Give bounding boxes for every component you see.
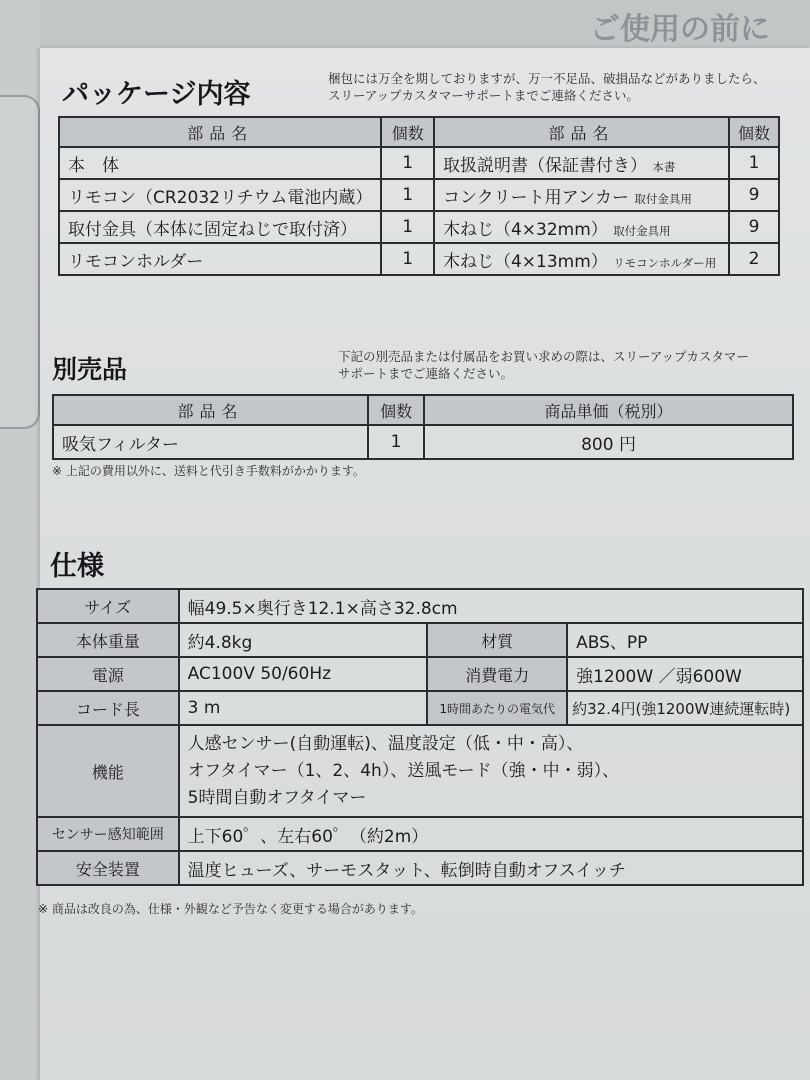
part-name: 木ねじ（4×32mm） bbox=[442, 219, 608, 240]
electricity-cost-value: 約32.4円(強1200W連続運転時) bbox=[567, 691, 803, 725]
package-header-part-right: 部品名 bbox=[434, 117, 729, 147]
package-note-line2: スリーアップカスタマーサポートまでご連絡ください。 bbox=[328, 88, 639, 103]
package-part: リモコンホルダー bbox=[59, 243, 381, 275]
power-value: AC100V 50/60Hz bbox=[179, 657, 428, 691]
function-label: 機能 bbox=[37, 725, 179, 817]
function-line: オフタイマー（1、2、4h）、送風モード（強・中・弱）、 bbox=[187, 760, 620, 781]
sold-separately-note bbox=[338, 348, 749, 382]
package-row-3 bbox=[59, 211, 779, 243]
package-part bbox=[434, 243, 729, 275]
sold-price: 800 円 bbox=[424, 425, 793, 459]
package-count: 1 bbox=[381, 243, 434, 275]
material-label: 材質 bbox=[427, 623, 567, 657]
previous-page-strip bbox=[40, 0, 810, 48]
package-part: 本 体 bbox=[59, 147, 381, 179]
spec-row-size bbox=[37, 589, 803, 623]
consumption-value: 強1200W ／弱600W bbox=[567, 657, 803, 691]
package-header-part-left: 部品名 bbox=[59, 117, 381, 147]
sold-header-row bbox=[53, 395, 793, 425]
underlying-page-edge bbox=[0, 95, 40, 429]
function-line: 5時間自動オフタイマー bbox=[187, 787, 367, 808]
package-count: 1 bbox=[729, 147, 779, 179]
part-usage: 取付金具用 bbox=[634, 191, 692, 206]
material-value: ABS、PP bbox=[567, 623, 803, 657]
sold-row-1 bbox=[53, 425, 793, 459]
sold-separately-title: 別売品 bbox=[52, 355, 128, 384]
spec-row-power bbox=[37, 657, 803, 691]
part-name: 取扱説明書（保証書付き） bbox=[442, 155, 647, 176]
function-value bbox=[179, 725, 803, 817]
weight-label: 本体重量 bbox=[37, 623, 179, 657]
package-part: 取付金具（本体に固定ねじで取付済） bbox=[59, 211, 381, 243]
sold-note-line1: 下記の別売品または付属品をお買い求めの際は、スリーアップカスタマー bbox=[338, 349, 749, 364]
spec-row-weight bbox=[37, 623, 803, 657]
size-label: サイズ bbox=[37, 589, 179, 623]
package-count: 1 bbox=[381, 211, 434, 243]
sold-part: 吸気フィルター bbox=[53, 425, 368, 459]
package-header-count-left: 個数 bbox=[381, 117, 434, 147]
safety-value: 温度ヒューズ、サーモスタット、転倒時自動オフスイッチ bbox=[179, 851, 803, 885]
package-part bbox=[434, 147, 729, 179]
package-header-count-right: 個数 bbox=[729, 117, 779, 147]
sold-separately-footnote: ※ 上記の費用以外に、送料と代引き手数料がかかります。 bbox=[52, 464, 365, 478]
package-header-row bbox=[59, 117, 779, 147]
spec-row-function bbox=[37, 725, 803, 817]
cord-label: コード長 bbox=[37, 691, 179, 725]
size-value: 幅49.5×奥行き12.1×高さ32.8cm bbox=[179, 589, 803, 623]
spec-table bbox=[36, 588, 804, 886]
spec-row-sensor bbox=[37, 817, 803, 851]
part-usage: リモコンホルダー用 bbox=[613, 255, 717, 270]
part-name: コンクリート用アンカー bbox=[442, 187, 629, 208]
weight-value: 約4.8kg bbox=[179, 623, 428, 657]
safety-label: 安全装置 bbox=[37, 851, 179, 885]
power-label: 電源 bbox=[37, 657, 179, 691]
spec-footnote: ※ 商品は改良の為、仕様・外観など予告なく変更する場合があります。 bbox=[38, 902, 423, 916]
page-header-ghost: ご使用の前に bbox=[590, 12, 770, 47]
sold-note-line2: サポートまでご連絡ください。 bbox=[338, 366, 514, 381]
consumption-label: 消費電力 bbox=[427, 657, 567, 691]
electricity-cost-label: 1時間あたりの電気代 bbox=[427, 691, 567, 725]
package-part: リモコン（CR2032リチウム電池内蔵） bbox=[59, 179, 381, 211]
package-title: パッケージ内容 bbox=[62, 79, 251, 110]
package-count: 9 bbox=[729, 211, 779, 243]
function-line: 人感センサー(自動運転)、温度設定（低・中・高）、 bbox=[187, 733, 584, 754]
sold-header-part: 部品名 bbox=[53, 395, 368, 425]
sensor-range-label: センサー感知範囲 bbox=[37, 817, 179, 851]
part-usage: 取付金具用 bbox=[613, 223, 671, 238]
sensor-range-value: 上下60゜、左右60゜（約2m） bbox=[179, 817, 803, 851]
package-count: 2 bbox=[729, 243, 779, 275]
package-count: 1 bbox=[381, 147, 434, 179]
package-count: 1 bbox=[381, 179, 434, 211]
sold-header-count: 個数 bbox=[368, 395, 424, 425]
part-name: 木ねじ（4×13mm） bbox=[442, 251, 608, 272]
part-usage: 本書 bbox=[652, 159, 676, 174]
spec-title: 仕様 bbox=[50, 551, 104, 582]
package-part bbox=[434, 211, 729, 243]
package-table bbox=[58, 116, 780, 276]
package-part bbox=[434, 179, 729, 211]
spec-row-cord bbox=[37, 691, 803, 725]
package-row-1 bbox=[59, 147, 779, 179]
spec-row-safety bbox=[37, 851, 803, 885]
package-row-2 bbox=[59, 179, 779, 211]
package-row-4 bbox=[59, 243, 779, 275]
package-note bbox=[328, 70, 766, 104]
sold-header-price: 商品単価（税別） bbox=[424, 395, 793, 425]
sold-count: 1 bbox=[368, 425, 424, 459]
sold-separately-table bbox=[52, 394, 794, 460]
package-note-line1: 梱包には万全を期しておりますが、万一不足品、破損品などがありましたら、 bbox=[328, 71, 766, 86]
package-count: 9 bbox=[729, 179, 779, 211]
cord-value: 3 m bbox=[179, 691, 428, 725]
